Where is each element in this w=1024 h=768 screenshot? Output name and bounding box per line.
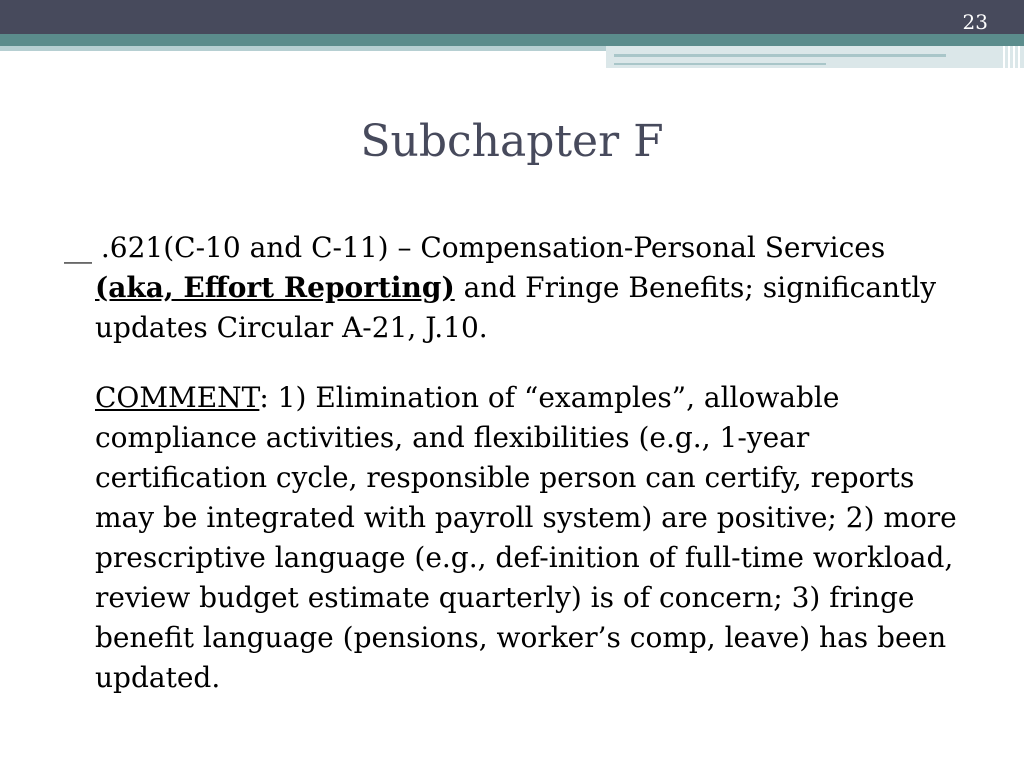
header-tab-bar bbox=[1013, 46, 1015, 68]
slide-title: Subchapter F bbox=[360, 116, 664, 167]
effort-reporting-emphasis: (aka, Effort Reporting) bbox=[95, 271, 455, 304]
checkbox-blank: __ bbox=[64, 231, 92, 264]
header-tab-line bbox=[614, 63, 826, 65]
slide-body bbox=[64, 228, 964, 698]
header-teal-band bbox=[0, 34, 1024, 46]
paragraph-comment bbox=[95, 378, 964, 698]
header-tab-bar bbox=[1003, 46, 1005, 68]
comment-label: COMMENT bbox=[95, 381, 260, 414]
header-tab-bar bbox=[1008, 46, 1010, 68]
section-intro-text: .621(C-10 and C-11) – Compensation-Personal Services bbox=[92, 231, 886, 264]
paragraph-section-621 bbox=[64, 228, 964, 348]
section-rest-text: and Fringe Benefits; significantly updates Circular A-21, J.10. bbox=[95, 271, 937, 344]
header-tab-line bbox=[614, 54, 946, 57]
slide-number: 23 bbox=[962, 10, 988, 34]
header-tab-bar bbox=[1018, 46, 1020, 68]
comment-text: : 1) Elimination of “examples”, allowable compliance activities, and flexibilities (e.g., 1-year certification cycle, responsible person can certify, reports may be integrated with payroll system) are positive; 2) more prescriptive language (e.g., def-inition of full-time workload, review budget estimate quarterly) is of concern; 3) fringe benefit language (pensions, worker’s comp, leave) has been updated. bbox=[95, 381, 957, 694]
header-light-band bbox=[0, 46, 608, 51]
header-dark-band bbox=[0, 0, 1024, 34]
